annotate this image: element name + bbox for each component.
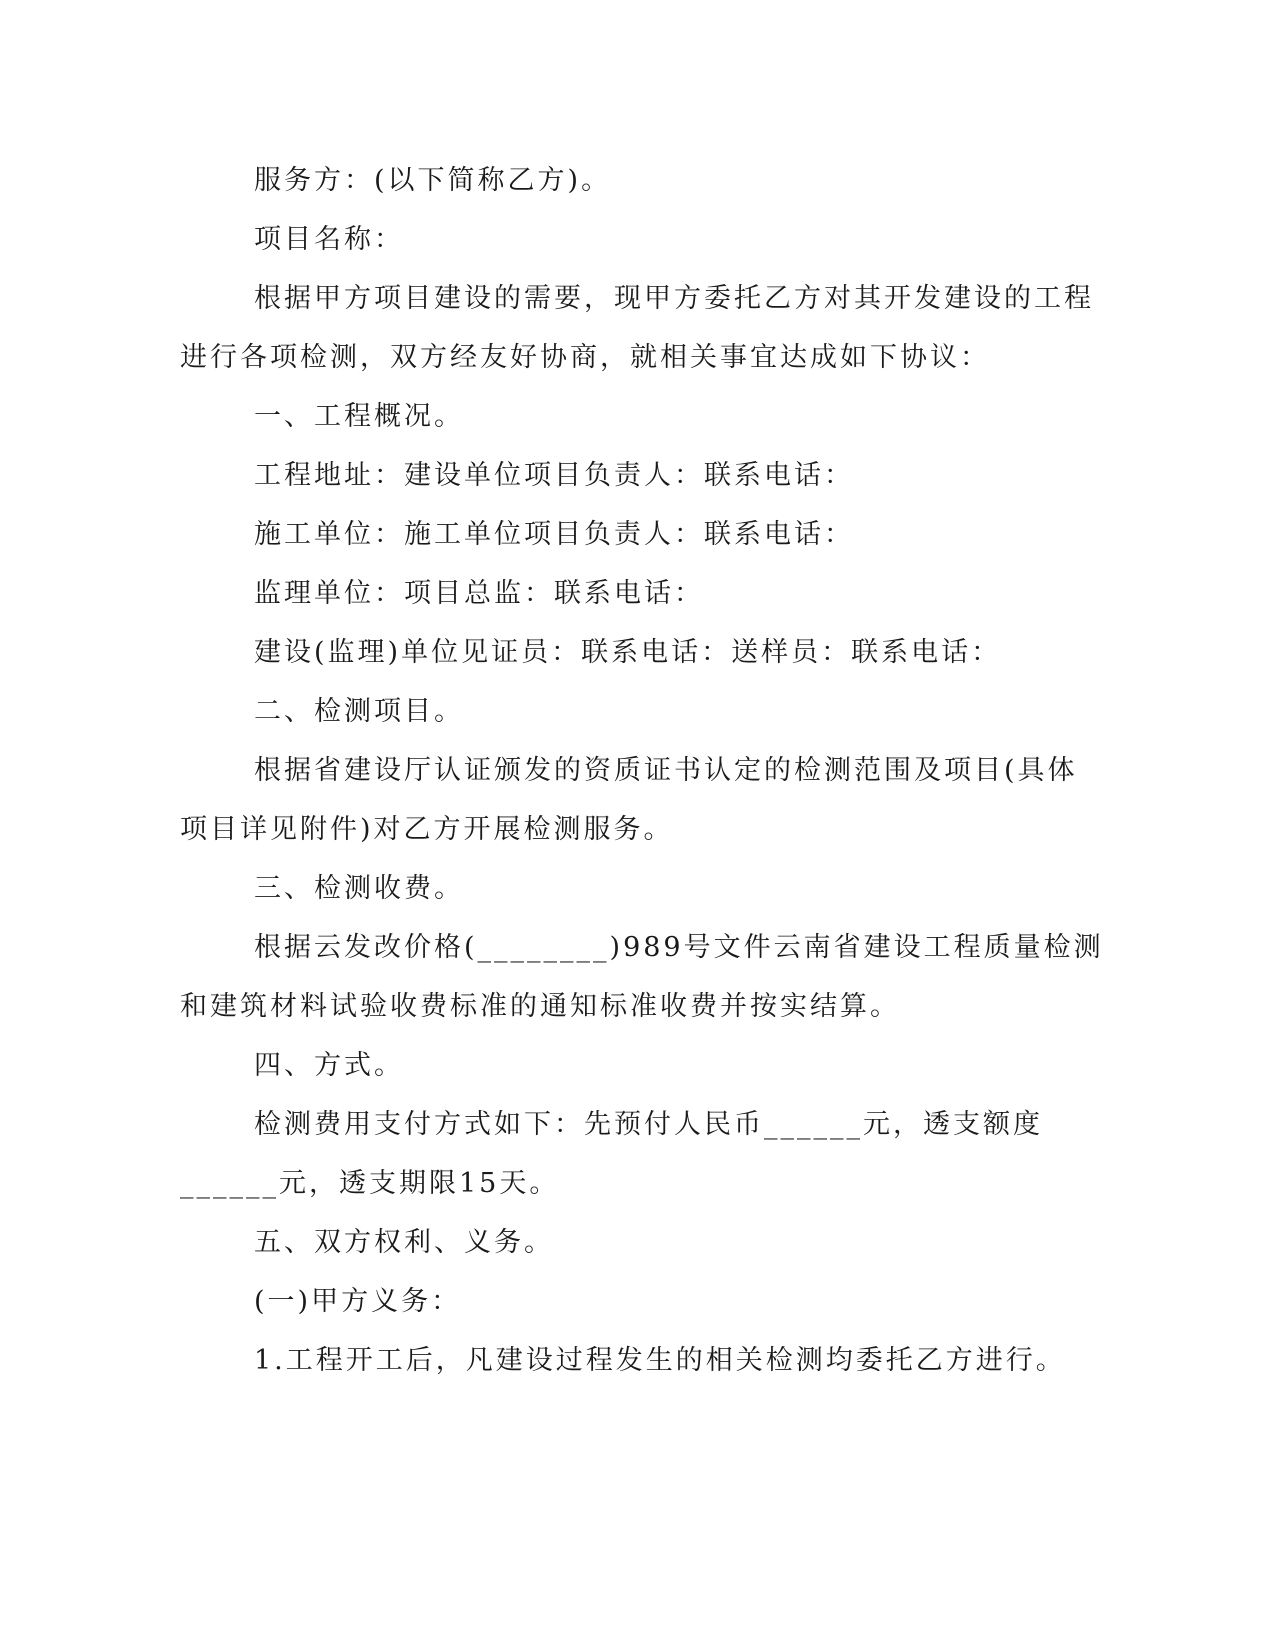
supervision-unit-line: 监理单位：项目总监：联系电话： (254, 578, 704, 609)
section-5-heading: 五、双方权利、义务。 (254, 1227, 554, 1258)
construction-unit-line: 施工单位：施工单位项目负责人：联系电话： (254, 519, 854, 550)
intro-paragraph-line-1: 根据甲方项目建设的需要，现甲方委托乙方对其开发建设的工程 (254, 283, 1094, 314)
section-3-heading: 三、检测收费。 (254, 873, 464, 904)
service-party-line: 服务方：(以下简称乙方)。 (254, 165, 612, 196)
payment-line-2: ______元，透支期限15天。 (180, 1168, 560, 1199)
payment-line-1: 检测费用支付方式如下：先预付人民币______元，透支额度 (254, 1109, 1043, 1140)
intro-paragraph-line-2: 进行各项检测，双方经友好协商，就相关事宜达成如下协议： (180, 342, 990, 373)
project-address-line: 工程地址：建设单位项目负责人：联系电话： (254, 460, 854, 491)
section-4-heading: 四、方式。 (254, 1050, 404, 1081)
section-2-heading: 二、检测项目。 (254, 696, 464, 727)
fee-basis-line-2: 和建筑材料试验收费标准的通知标准收费并按实结算。 (180, 991, 900, 1022)
section-1-heading: 一、工程概况。 (254, 401, 464, 432)
testing-items-line-2: 项目详见附件)对乙方开展检测服务。 (180, 814, 674, 845)
witness-line: 建设(监理)单位见证员：联系电话：送样员：联系电话： (254, 637, 1002, 668)
project-name-line: 项目名称： (254, 224, 404, 255)
party-a-obligations-heading: (一)甲方义务： (254, 1286, 462, 1317)
obligation-item-1: 1.工程开工后，凡建设过程发生的相关检测均委托乙方进行。 (254, 1345, 1066, 1376)
fee-basis-line-1: 根据云发改价格(________)989号文件云南省建设工程质量检测 (254, 932, 1104, 963)
testing-items-line-1: 根据省建设厅认证颁发的资质证书认定的检测范围及项目(具体 (254, 755, 1078, 786)
